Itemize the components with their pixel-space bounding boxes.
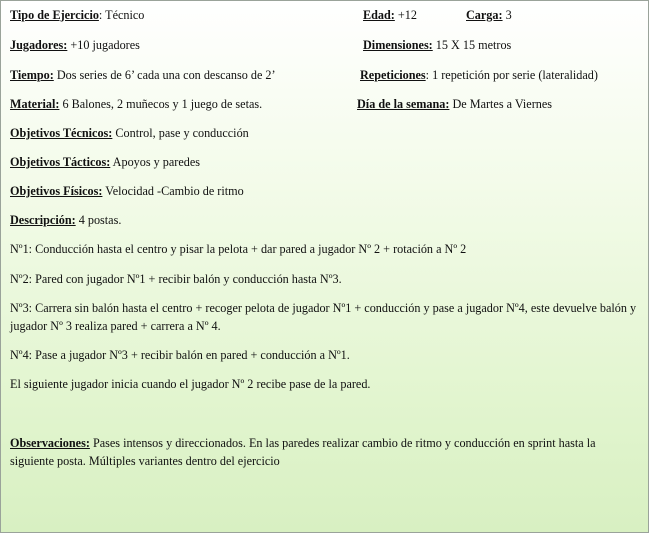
repeticiones-field xyxy=(360,67,598,83)
material-row xyxy=(10,96,262,112)
observaciones xyxy=(10,434,642,470)
carga-value: 3 xyxy=(502,8,512,22)
carga-label: Carga: xyxy=(466,8,503,22)
dia-label: Día de la semana: xyxy=(357,97,450,111)
siguiente-jugador: El siguiente jugador inicia cuando el jugador Nº 2 recibe pase de la pared. xyxy=(10,377,371,391)
repeticiones-value: : 1 repetición por serie (lateralidad) xyxy=(425,68,598,82)
dimensiones-field xyxy=(363,37,511,53)
obj-fisicos-value: Velocidad -Cambio de ritmo xyxy=(102,184,244,198)
edad-field xyxy=(363,7,417,23)
carga-field xyxy=(466,7,512,23)
obj-tecnicos-label: Objetivos Técnicos: xyxy=(10,126,113,140)
obj-tacticos-row xyxy=(10,154,200,170)
edad-label: Edad: xyxy=(363,8,395,22)
observaciones-label: Observaciones: xyxy=(10,436,90,450)
dimensiones-value: 15 X 15 metros xyxy=(432,38,512,52)
obj-fisicos-row xyxy=(10,183,244,199)
tipo-label: Tipo de Ejercicio xyxy=(10,8,99,22)
edad-value: +12 xyxy=(394,8,417,22)
jugadores-row xyxy=(10,37,140,53)
obj-tecnicos-value: Control, pase y conducción xyxy=(112,126,249,140)
obj-tacticos-label: Objetivos Tácticos: xyxy=(10,155,111,169)
descripcion-row xyxy=(10,212,121,228)
material-value: 6 Balones, 2 muñecos y 1 juego de setas. xyxy=(59,97,263,111)
jugadores-value: +10 jugadores xyxy=(67,38,140,52)
jugadores-label: Jugadores: xyxy=(10,38,68,52)
tiempo-label: Tiempo: xyxy=(10,68,54,82)
posta-4: Nº4: Pase a jugador Nº3 + recibir balón en pared + conducción a Nº1. xyxy=(10,348,350,362)
posta-1: Nº1: Conducción hasta el centro y pisar la pelota + dar pared a jugador Nº 2 + rotación a Nº 2 xyxy=(10,242,467,256)
dimensiones-label: Dimensiones: xyxy=(363,38,433,52)
obj-fisicos-label: Objetivos Físicos: xyxy=(10,184,103,198)
dia-field xyxy=(357,96,552,112)
tiempo-value: Dos series de 6’ cada una con descanso de 2’ xyxy=(53,68,276,82)
dia-value: De Martes a Viernes xyxy=(449,97,553,111)
descripcion-value: 4 postas. xyxy=(75,213,122,227)
tiempo-row xyxy=(10,67,276,83)
posta-3: Nº3: Carrera sin balón hasta el centro + recoger pelota de jugador Nº1 + conducción y pase a jugador Nº4, este devuelve balón y jugador Nº 3 realiza pared + carrera a Nº 4. xyxy=(10,301,637,333)
posta-2: Nº2: Pared con jugador Nº1 + recibir balón y conducción hasta Nº3. xyxy=(10,272,342,286)
observaciones-value: Pases intensos y direccionados. En las paredes realizar cambio de ritmo y conducción en sprint hasta la siguiente posta. Múltiples variantes dentro del ejercicio xyxy=(10,436,596,468)
obj-tecnicos-row xyxy=(10,125,249,141)
obj-tacticos-value: Apoyos y paredes xyxy=(110,155,201,169)
tipo-row xyxy=(10,7,144,23)
material-label: Material: xyxy=(10,97,60,111)
repeticiones-label: Repeticiones xyxy=(360,68,426,82)
tipo-value: : Técnico xyxy=(98,8,145,22)
descripcion-label: Descripción: xyxy=(10,213,76,227)
